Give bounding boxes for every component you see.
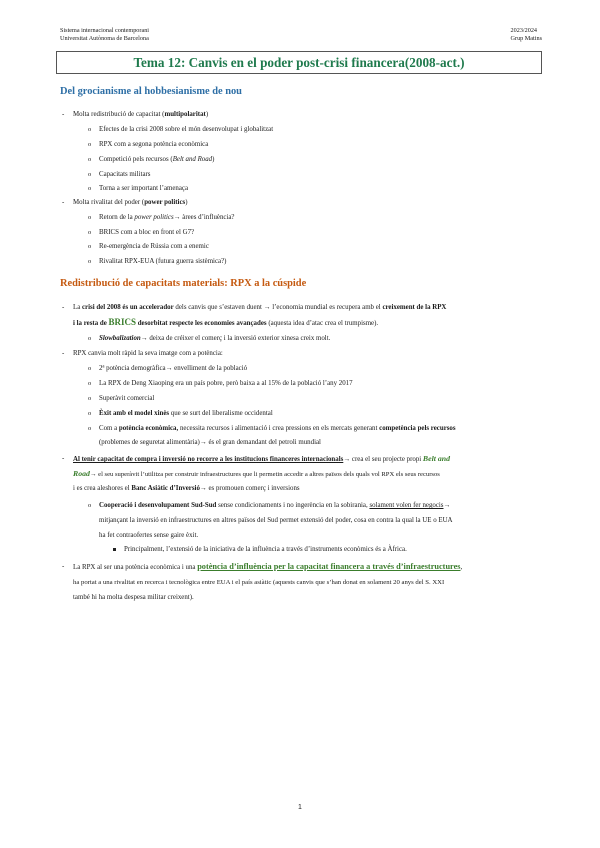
sub-item: 2ª potència demogràfica→ envelliment de la població (99, 365, 248, 372)
sub-item (99, 410, 273, 418)
page-title: Tema 12: Canvis en el poder post-crisi financera(2008-act.) (133, 54, 465, 70)
paragraph-crisis-line2 (73, 318, 378, 328)
bold-text: Èxit amb el model xinès (99, 410, 170, 417)
sub-item: Torna a ser important l’amenaça (99, 185, 189, 192)
circle-bullet: o (88, 380, 92, 387)
bullet-multipolarity (73, 111, 208, 119)
italic-text: Belt and Road (172, 156, 213, 163)
sub-item (99, 214, 235, 222)
text: → àrees d’influència? (173, 214, 235, 221)
header-group: Grup Matins (510, 34, 542, 42)
dash-bullet: - (62, 304, 65, 311)
header-university: Universitat Autònoma de Barcelona (60, 34, 149, 42)
circle-bullet: o (88, 365, 92, 372)
sub-item: La RPX de Deng Xiaoping era un país pobre, però baixa a al 15% de la població l’any 2017 (99, 380, 353, 387)
underlined-text: solament volen fer negocis (369, 502, 444, 509)
circle-bullet: o (88, 410, 92, 417)
text: → el seu superàvit l’utilitza per construir infraestructures que li permetin accedir a altres països dels quals vol RPX els seus recursos (89, 471, 440, 478)
text: Com a (99, 425, 119, 432)
text: → deixa de créixer el comerç i la inversió exterior xinesa creix molt. (140, 335, 331, 342)
circle-bullet: o (88, 258, 92, 265)
circle-bullet: o (88, 243, 92, 250)
sub-item: Rivalitat RPX-EUA (futura guerra sistèmica?) (99, 258, 227, 265)
text: La (73, 304, 82, 311)
dash-bullet: - (62, 455, 65, 462)
header-left (60, 27, 149, 42)
text: → es promouen comerç i inversions (199, 485, 300, 492)
dash-bullet: - (62, 350, 65, 357)
influence-highlight: potència d’influència per la capacitat financera a través d’infraestructures (197, 562, 461, 571)
text: → crea el seu projecte propi (343, 456, 423, 463)
dash-bullet: - (62, 199, 65, 206)
bold-underlined-text: Al tenir capacitat de compra i inversió no recorre a les institucions financeres internacionals (73, 456, 344, 463)
text: ) (185, 199, 188, 206)
dash-bullet: - (62, 563, 65, 570)
square-bullet (113, 548, 116, 551)
circle-bullet: o (88, 156, 92, 163)
bold-text: desorbitat respecte les economies avançades (136, 320, 267, 327)
sub-item: Superàvit comercial (99, 395, 155, 402)
header-course: Sistema internacional contemporani (60, 27, 150, 34)
bullet-power-politics (73, 199, 188, 207)
bold-text: crisi del 2008 és un accelerador (82, 304, 174, 311)
paragraph-investment-line1 (73, 455, 450, 464)
text: necessita recursos i alimentació i crea pressions en els mercats generant (178, 425, 380, 432)
sub-item-south-south-line2: mitjançant la inversió en infraestructures en altres països del Sud permet extensió del poder, cosa en contra la qual la UE o EUA (99, 517, 453, 524)
text: Molta redistribució de capacitat ( (73, 111, 165, 118)
paragraph-rivalry-line3: també hi ha molta despesa militar creixent). (73, 594, 194, 601)
text: , (460, 564, 463, 571)
sub-item-economic-power (99, 425, 456, 433)
sub-item: Capacitats militars (99, 171, 151, 178)
bold-text: i la resta de (73, 320, 109, 327)
header-year: 2023/2024 (510, 27, 538, 34)
paragraph-rivalry-line1 (73, 563, 462, 572)
paragraph-crisis-line1 (73, 304, 446, 312)
bold-italic-text: Slowbalization (99, 335, 141, 342)
circle-bullet: o (88, 214, 92, 221)
page-number: 1 (298, 804, 302, 811)
circle-bullet: o (88, 335, 92, 342)
circle-bullet: o (88, 229, 92, 236)
text: dels canvis que s’estaven duent → l’economia mundial es recupera amb el (173, 304, 383, 311)
belt-and-road-highlight: Belt and (422, 454, 450, 463)
bold-text: Cooperació i desenvolupament Sud-Sud (99, 502, 217, 509)
title-box (56, 51, 542, 74)
bold-text: competència pels recursos (379, 425, 456, 432)
road-highlight: Road (73, 469, 90, 478)
text: ) (212, 156, 215, 163)
text: (aquesta idea d’atac crea el trumpisme). (266, 320, 379, 327)
header-right (511, 27, 542, 42)
dash-bullet: - (62, 111, 65, 118)
section-heading-1: Del grocianisme al hobbesianisme de nou (60, 86, 242, 97)
circle-bullet: o (88, 126, 92, 133)
italic-text: power politics (134, 214, 174, 221)
text: i es crea aleshores el (73, 485, 132, 492)
sub-sub-item-africa: Principalment, l’extensió de la iniciativa de la influència a través d’instruments econòmics és a Àfrica. (124, 546, 407, 553)
sub-item: BRICS com a bloc en front el G7? (99, 229, 195, 236)
sub-item-slowbalization (99, 335, 330, 343)
brics-highlight: BRICS (108, 317, 136, 327)
circle-bullet: o (88, 425, 92, 432)
bold-text: multipolaritat (164, 111, 206, 118)
bold-text: creixement de la RPX (382, 304, 447, 311)
text: Molta rivalitat del poder ( (73, 199, 145, 206)
sub-item (99, 156, 214, 164)
paragraph-investment-line2 (73, 470, 440, 479)
circle-bullet: o (88, 395, 92, 402)
paragraph-rivalry-line2: ha portat a una rivalitat en recerca i tecnològica entre EUA i el país asiàtic (aquests canvis que s’han donat en solament 20 anys del S. XXI (73, 579, 445, 586)
sub-item-south-south (99, 502, 450, 510)
text: ) (205, 111, 209, 118)
paragraph-investment-line3 (73, 485, 300, 493)
text: que se surt del liberalisme occidental (169, 410, 273, 417)
text: Competició pels recursos ( (99, 156, 173, 163)
paragraph-image-change: RPX canvia molt ràpid la seva imatge com a potència: (73, 350, 223, 357)
circle-bullet: o (88, 185, 92, 192)
bold-text: Banc Asiàtic d’Inversió (131, 485, 200, 492)
text: → (443, 502, 451, 509)
bold-text: potència econòmica, (118, 425, 179, 432)
text: sense condicionaments i no ingerència en la sobirania, (216, 502, 370, 509)
text: La RPX al ser una potència econòmica i una (73, 564, 198, 571)
sub-item: RPX com a segona potència econòmica (99, 141, 209, 148)
circle-bullet: o (88, 141, 92, 148)
bold-text: power politics (144, 199, 186, 206)
section-heading-2: Redistribució de capacitats materials: RPX a la cúspide (60, 278, 307, 289)
circle-bullet: o (88, 502, 92, 509)
text: Retorn de la (99, 214, 135, 221)
circle-bullet: o (88, 171, 92, 178)
sub-item: Re-emergència de Rússia com a enemic (99, 243, 209, 250)
sub-item-economic-power-line2: (problemes de seguretat alimentària)→ és el gran demandant del petroli mundial (99, 439, 321, 446)
sub-item-south-south-line3: ha fet contraofertes sense gaire èxit. (99, 532, 199, 539)
sub-item: Efectes de la crisi 2008 sobre el món desenvolupat i globalitzat (99, 126, 274, 133)
